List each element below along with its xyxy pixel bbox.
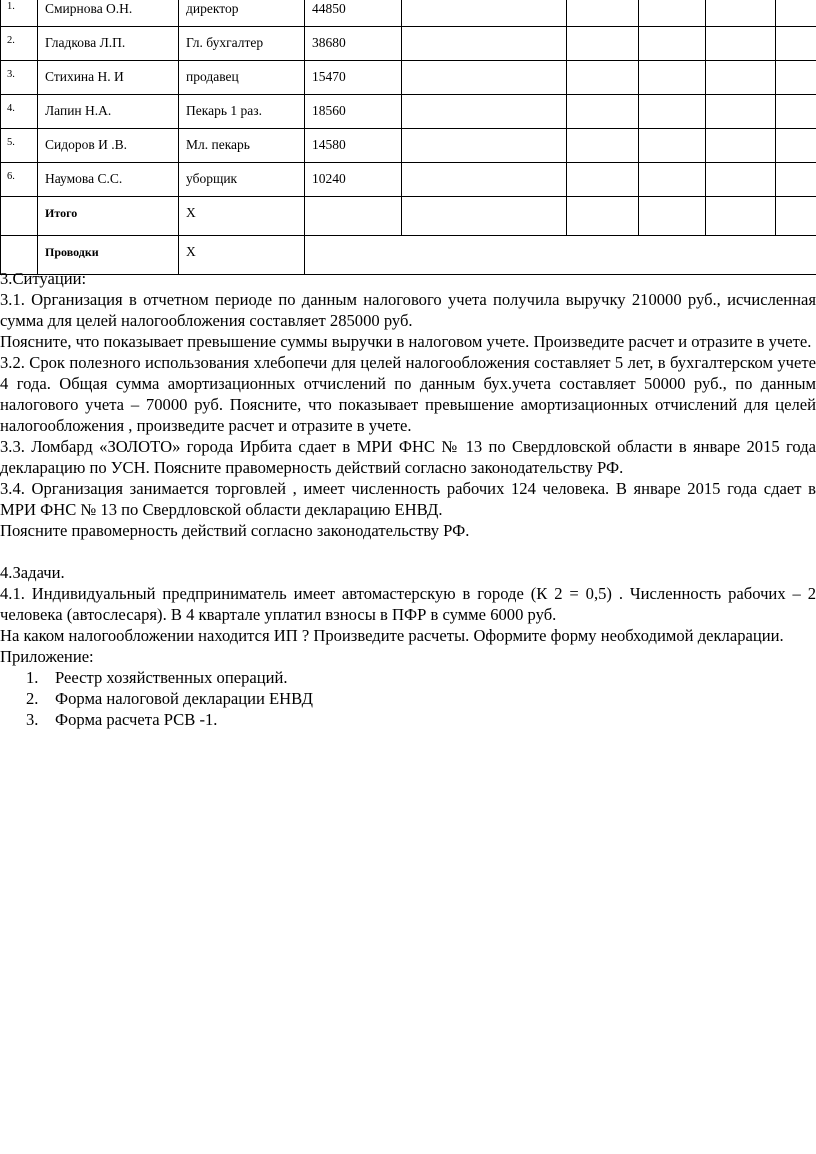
empty-cell: [776, 95, 816, 129]
empty-cell: [567, 197, 639, 236]
empty-cell: [639, 163, 706, 197]
empty-cell: [706, 129, 776, 163]
empty-cell: [639, 27, 706, 61]
empty-cell: [402, 61, 567, 95]
situation-3-3: 3.3. Ломбард «ЗОЛОТО» города Ирбита сдает в МРИ ФНС № 13 по Свердловской области в январе 2015 года декларацию по УСН. Поясните правомерность действий согласно законодательству РФ.: [0, 437, 816, 477]
list-item-number: 1.: [26, 668, 39, 687]
postings-label: Проводки: [38, 236, 179, 275]
empty-cell: [402, 27, 567, 61]
empty-cell: [305, 197, 402, 236]
tasks-heading: 4.Задачи.: [0, 563, 65, 582]
empty-cell: [567, 0, 639, 27]
list-item-text: Форма налоговой декларации ЕНВД: [55, 689, 313, 708]
empty-cell: [776, 129, 816, 163]
employee-name: Лапин Н.А.: [38, 95, 179, 129]
empty-cell: [402, 197, 567, 236]
employee-amount: 10240: [305, 163, 402, 197]
list-item: [26, 667, 816, 688]
employee-amount: 44850: [305, 0, 402, 27]
employee-position: Мл. пекарь: [179, 129, 305, 163]
empty-cell: [776, 197, 816, 236]
employee-position: директор: [179, 0, 305, 27]
row-number: 4.: [1, 95, 38, 129]
empty-cell: [706, 27, 776, 61]
situation-3-4: 3.4. Организация занимается торговлей , имеет численность рабочих 124 человека. В январе 2015 года сдает в МРИ ФНС № 13 по Свердловской области декларацию ЕНВД.: [0, 479, 816, 519]
employee-position: уборщик: [179, 163, 305, 197]
empty-cell: [706, 61, 776, 95]
total-row: [1, 197, 816, 236]
table-row: [1, 129, 816, 163]
appendix-label: Приложение:: [0, 647, 94, 666]
empty-cell: [402, 129, 567, 163]
employee-position: продавец: [179, 61, 305, 95]
table-row: [1, 95, 816, 129]
appendix-list: [0, 667, 816, 730]
empty-cell: [402, 95, 567, 129]
list-item-number: 3.: [26, 710, 39, 729]
situation-3-1-question: Поясните, что показывает превышение суммы выручки в налоговом учете. Произведите расчет и отразите в учете.: [0, 332, 812, 351]
task-4-1-question: На каком налогообложении находится ИП ? Произведите расчеты. Оформите форму необходимой декларации.: [0, 626, 784, 645]
list-item: [26, 709, 816, 730]
situation-3-1: 3.1. Организация в отчетном периоде по данным налогового учета получила выручку 210000 руб., исчисленная сумма для целей налогообложения составляет 285000 руб.: [0, 290, 816, 330]
list-item-text: Реестр хозяйственных операций.: [55, 668, 288, 687]
table-row: [1, 163, 816, 197]
employee-amount: 38680: [305, 27, 402, 61]
empty-cell: [567, 95, 639, 129]
task-4-1: 4.1. Индивидуальный предприниматель имеет автомастерскую в городе (К 2 = 0,5) . Численность рабочих – 2 человека (автослесаря). В 4 квартале уплатил взносы в ПФР в сумме 6000 руб.: [0, 584, 816, 624]
employee-name: Гладкова Л.П.: [38, 27, 179, 61]
list-item: [26, 688, 816, 709]
postings-mark: Х: [179, 236, 305, 275]
employee-position: Пекарь 1 раз.: [179, 95, 305, 129]
employee-name: Наумова С.С.: [38, 163, 179, 197]
row-number: 1.: [1, 0, 38, 27]
empty-cell: [567, 163, 639, 197]
row-number: 3.: [1, 61, 38, 95]
empty-cell: [639, 197, 706, 236]
table-row: [1, 27, 816, 61]
employee-name: Сидоров И .В.: [38, 129, 179, 163]
situation-3-4-question: Поясните правомерность действий согласно законодательству РФ.: [0, 521, 470, 540]
empty-cell: [402, 0, 567, 27]
situations-heading: 3.Ситуации:: [0, 269, 87, 288]
employee-name: Смирнова О.Н.: [38, 0, 179, 27]
employee-amount: 18560: [305, 95, 402, 129]
table-row: [1, 0, 816, 27]
total-label: Итого: [38, 197, 179, 236]
row-number: 5.: [1, 129, 38, 163]
employee-name: Стихина Н. И: [38, 61, 179, 95]
empty-cell: [567, 27, 639, 61]
empty-cell: [639, 129, 706, 163]
empty-cell: [639, 0, 706, 27]
employee-position: Гл. бухгалтер: [179, 27, 305, 61]
list-item-number: 2.: [26, 689, 39, 708]
empty-cell: [639, 61, 706, 95]
empty-cell: [639, 95, 706, 129]
empty-cell: [402, 163, 567, 197]
empty-cell: [567, 61, 639, 95]
empty-cell: [706, 95, 776, 129]
document-body: [0, 268, 816, 730]
empty-cell: [776, 0, 816, 27]
empty-cell: [776, 27, 816, 61]
row-number: 2.: [1, 27, 38, 61]
empty-cell: [706, 163, 776, 197]
empty-cell: [1, 197, 38, 236]
empty-cell: [776, 163, 816, 197]
empty-cell: [706, 197, 776, 236]
empty-cell: [567, 129, 639, 163]
total-mark: Х: [179, 197, 305, 236]
empty-cell: [706, 0, 776, 27]
list-item-text: Форма расчета РСВ -1.: [55, 710, 218, 729]
employee-amount: 15470: [305, 61, 402, 95]
table-row: [1, 61, 816, 95]
empty-cell: [776, 61, 816, 95]
row-number: 6.: [1, 163, 38, 197]
employee-amount: 14580: [305, 129, 402, 163]
spacer: [0, 541, 816, 562]
situation-3-2: 3.2. Срок полезного использования хлебопечи для целей налогообложения составляет 5 лет, в бухгалтерском учете 4 года. Общая сумма амортизационных отчислений по данным бух.учета составляет 50000 руб., по данным налогового учета – 70000 руб. Поясните, что показывает превышение амортизационных отчислений для целей налогообложения , произведите расчет и отразите в учете.: [0, 353, 816, 435]
employee-table: [0, 0, 816, 275]
